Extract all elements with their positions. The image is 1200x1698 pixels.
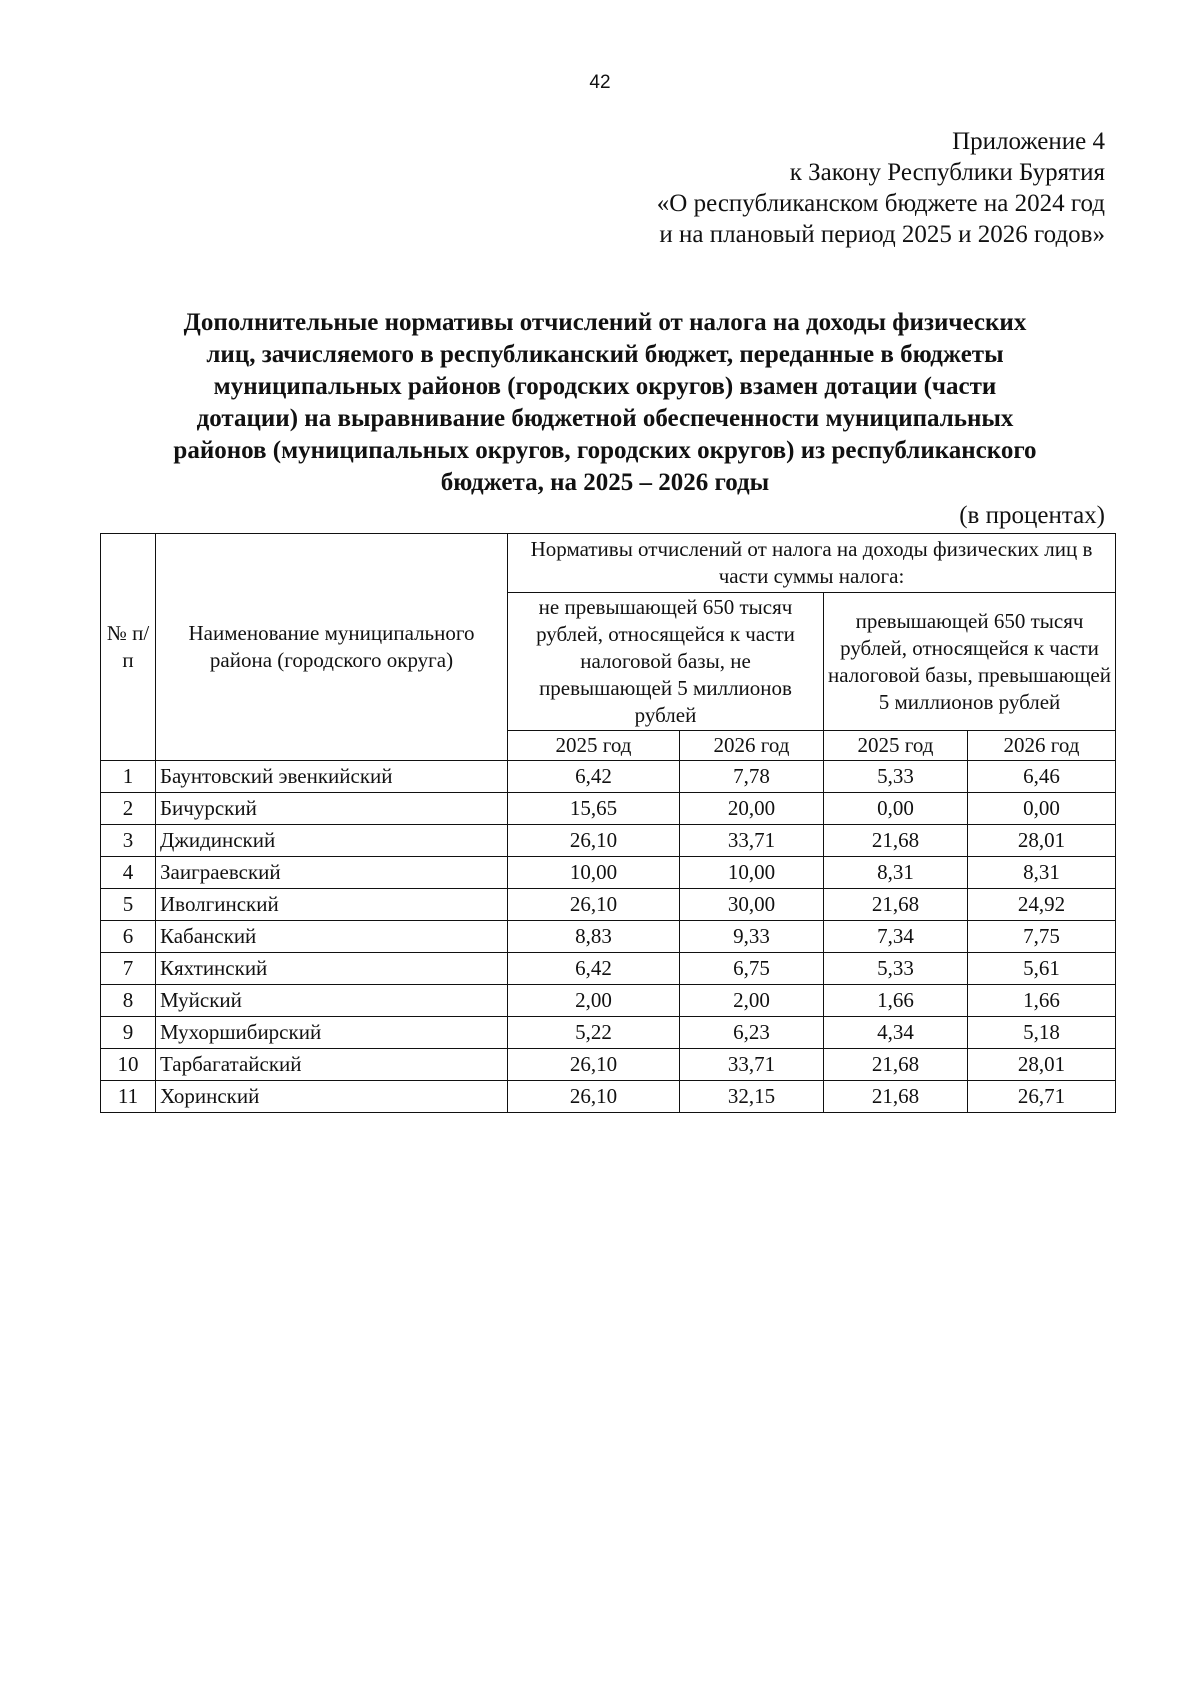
table-row [101,985,1116,1017]
value-cell: 6,42 [508,953,680,985]
page-number: 42 [589,72,611,93]
district-name: Джидинский [156,825,508,857]
value-cell: 8,83 [508,921,680,953]
header-over-650k: превышающей 650 тысяч рублей, относящейся к части налоговой базы, превышающей 5 миллионов рублей [824,593,1116,731]
table-row [101,857,1116,889]
value-cell: 7,34 [824,921,968,953]
table-row [101,889,1116,921]
norms-table [100,533,1116,1113]
table-row [101,793,1116,825]
value-cell: 5,33 [824,761,968,793]
value-cell: 5,61 [968,953,1116,985]
value-cell: 10,00 [680,857,824,889]
value-cell: 6,23 [680,1017,824,1049]
table-row [101,1081,1116,1113]
row-number: 6 [101,921,156,953]
value-cell: 1,66 [968,985,1116,1017]
value-cell: 5,33 [824,953,968,985]
table-row [101,825,1116,857]
value-cell: 30,00 [680,889,824,921]
value-cell: 33,71 [680,825,824,857]
district-name: Кабанский [156,921,508,953]
district-name: Муйский [156,985,508,1017]
value-cell: 5,18 [968,1017,1116,1049]
header-number: № п/п [101,534,156,761]
district-name: Бичурский [156,793,508,825]
value-cell: 26,10 [508,825,680,857]
value-cell: 21,68 [824,825,968,857]
row-number: 9 [101,1017,156,1049]
value-cell: 6,75 [680,953,824,985]
title-line: дотации) на выравнивание бюджетной обеспеченности муниципальных [196,405,1014,432]
value-cell: 6,46 [968,761,1116,793]
value-cell: 24,92 [968,889,1116,921]
row-number: 1 [101,761,156,793]
value-cell: 4,34 [824,1017,968,1049]
value-cell: 10,00 [508,857,680,889]
value-cell: 5,22 [508,1017,680,1049]
units-note: (в процентах) [959,502,1105,529]
header-year: 2025 год [824,731,968,761]
title-line: Дополнительные нормативы отчислений от налога на доходы физических [183,309,1027,336]
row-number: 7 [101,953,156,985]
district-name: Баунтовский эвенкийский [156,761,508,793]
table-row [101,1017,1116,1049]
value-cell: 1,66 [824,985,968,1017]
district-name: Хоринский [156,1081,508,1113]
header-year: 2026 год [680,731,824,761]
title-line: бюджета, на 2025 – 2026 годы [440,469,770,496]
value-cell: 32,15 [680,1081,824,1113]
row-number: 5 [101,889,156,921]
value-cell: 33,71 [680,1049,824,1081]
title-line: районов (муниципальных округов, городских округов) из республиканского [173,437,1037,464]
table-row [101,1049,1116,1081]
value-cell: 28,01 [968,1049,1116,1081]
appendix-line: к Закону Республики Бурятия [789,159,1105,186]
district-name: Тарбагатайский [156,1049,508,1081]
value-cell: 26,71 [968,1081,1116,1113]
header-year: 2025 год [508,731,680,761]
header-year: 2026 год [968,731,1116,761]
value-cell: 8,31 [968,857,1116,889]
value-cell: 21,68 [824,889,968,921]
value-cell: 0,00 [968,793,1116,825]
row-number: 2 [101,793,156,825]
table-row [101,761,1116,793]
value-cell: 7,78 [680,761,824,793]
appendix-line: и на плановый период 2025 и 2026 годов» [659,221,1105,248]
value-cell: 6,42 [508,761,680,793]
district-name: Кяхтинский [156,953,508,985]
value-cell: 26,10 [508,889,680,921]
value-cell: 28,01 [968,825,1116,857]
value-cell: 9,33 [680,921,824,953]
row-number: 4 [101,857,156,889]
district-name: Заиграевский [156,857,508,889]
title-line: муниципальных районов (городских округов) взамен дотации (части [213,373,997,400]
value-cell: 15,65 [508,793,680,825]
row-number: 11 [101,1081,156,1113]
appendix-reference [405,126,1105,250]
value-cell: 2,00 [508,985,680,1017]
table-row [101,921,1116,953]
document-title [100,307,1110,499]
title-line: лиц, зачисляемого в республиканский бюджет, переданные в бюджеты [206,341,1004,368]
district-name: Мухоршибирский [156,1017,508,1049]
value-cell: 21,68 [824,1049,968,1081]
header-norms-group: Нормативы отчислений от налога на доходы физических лиц в части суммы налога: [508,534,1116,593]
value-cell: 20,00 [680,793,824,825]
appendix-line: Приложение 4 [952,128,1105,155]
value-cell: 26,10 [508,1049,680,1081]
appendix-line: «О республиканском бюджете на 2024 год [656,190,1105,217]
value-cell: 2,00 [680,985,824,1017]
district-name: Иволгинский [156,889,508,921]
header-under-650k: не превышающей 650 тысяч рублей, относящейся к части налоговой базы, не превышающей 5 миллионов рублей [508,593,824,731]
value-cell: 0,00 [824,793,968,825]
row-number: 8 [101,985,156,1017]
value-cell: 21,68 [824,1081,968,1113]
row-number: 3 [101,825,156,857]
value-cell: 26,10 [508,1081,680,1113]
value-cell: 7,75 [968,921,1116,953]
header-district-name: Наименование муниципального района (городского округа) [156,534,508,761]
row-number: 10 [101,1049,156,1081]
table-row [101,953,1116,985]
value-cell: 8,31 [824,857,968,889]
